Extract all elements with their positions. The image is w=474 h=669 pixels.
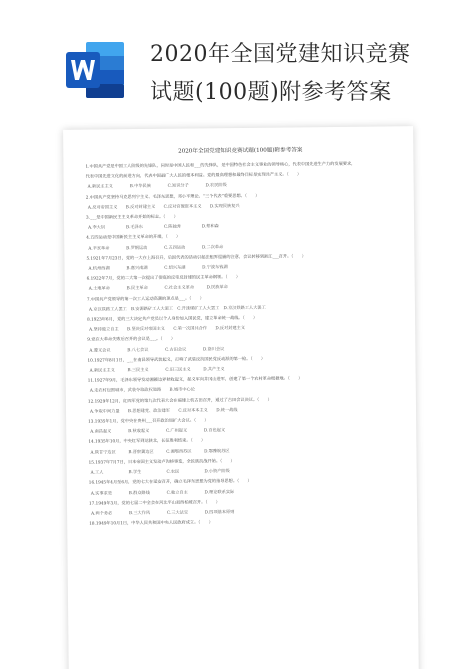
document-line: 11.1927年9月，毛泽东领导发动湘赣边界秋收起义，起义军向井冈山进军，创建了第一个农村革命根据地。（ ）: [87, 375, 303, 383]
header: [0, 0, 474, 128]
document-line: 12.1929年12月，红四军党的第九次代表大会在福建上杭古田召开，通过了古田会议决议。（ ）: [87, 396, 272, 404]
word-icon: [64, 40, 126, 100]
document-line: A.争取中间力量 B.思想建党、政治建军 C.反对本本主义 D.统一战线: [89, 406, 238, 414]
document-line: 4.五四运动是中国新民主主义革命的开端，（ ）: [86, 234, 181, 241]
document-line: 2.中国共产党坚持马克思列宁主义、毛泽东思想，邓小平理论、“三个代表”重要思想。（ ）: [85, 192, 260, 200]
document-line: 10.1927年8月1日，___在南昌领导武装起义，打响了武装反抗国民党反动派的第一枪。（ ）: [87, 355, 266, 363]
document-line: 1.中国共产党是中国工人阶级的先锋队，同时是中国人民和___的先锋队，是中国特色社会主义事业的领导核心，代表中国先进生产力的发展要求，: [85, 160, 356, 169]
document-line: 13.1935年1月，党中央在贵州___召开政治局扩大会议。（ ）: [88, 417, 209, 424]
document-line: 7.中国共产党领导的第一次工人运动高潮的顶点是___。（ ）: [86, 295, 204, 302]
document-lines: [85, 158, 399, 529]
document-line: A.辛亥革命 B.罗钢运动 C.五四运动 D.二次革命: [88, 243, 224, 251]
document-line: A.工人 B.学生 C.农民 D.小资产阶级: [90, 468, 230, 475]
document-line: 8.1923年6月，党的三大决定共产党员以个人身份加入国民党，建立革命统一战线。（ ）: [87, 314, 258, 322]
document-line: 代表中国先进文化的前进方向，代表中国最广大人民的根本利益。党的最高理想和最终目标是实现共产主义。（ ）: [85, 171, 302, 179]
title-line-1: 2020年全国党建知识竞赛: [150, 42, 411, 67]
title-line-2: 试题(100题)附参考答案: [150, 80, 392, 105]
document-line: 6.1922年7月，党的二大第一次提出了彻底的反帝反封建的民主革命纲领。（ ）: [86, 274, 241, 281]
document-line: A.李大钊 B.毛泽东 C.陈独秀 D.蔡和森: [88, 223, 219, 230]
document-page: [63, 126, 419, 669]
document-line: A.新民主主义 B.三民主义 C.旧三民主义 D.共产主义: [89, 366, 225, 373]
document-body: [85, 144, 401, 669]
document-line: A.遵义会议 B.八七会议 C.古田会议 D.洛川会议: [89, 345, 225, 353]
document-line: A.陕甘宁边区 B.晋察冀边区 C.湘鄂西苏区 D.鄂豫皖苏区: [90, 447, 230, 455]
document-line: A.反对帝国主义 B.反对封建主义 C.反对官僚资本主义 D.实现民族复兴: [87, 202, 240, 210]
document-line: A.坚持独立自主 B.坚决反对帝国主义 C.第一次国共合作 D.反对封建主义: [89, 325, 246, 332]
document-line: A.京汉铁路工人罢工 B.安源路矿工人大罢工 C.开滦煤矿工人大罢工 D.京汉铁路工人大罢工: [88, 304, 266, 312]
document-line: A.南昌起义 B.秋收起义 C.广州起义 D.百色起义: [90, 427, 226, 434]
document-line: 18.1949年10月1日，中华人民共和国中央人民政府成立。（ ）: [89, 519, 213, 526]
document-line: 5.1921年7月23日，党的一大在上海召开，后因代表的活动引起法租界巡捕的注意，会议转移到浙江___召开。（ ）: [86, 253, 306, 261]
document-line: A.走农村包围城市，武装夺取政权道路 B.城市中心论: [89, 386, 195, 394]
document-line: 17.1949年3月，党的七届二中全会在河北平山县西柏坡召开。（ ）: [88, 498, 220, 506]
document-line: A.新民主主义 B.中华民族 C.知识分子 D.农民阶级: [87, 182, 227, 189]
document-line: 14.1935年10月，中央红军到达陕北，长征胜利结束。（ ）: [88, 437, 206, 445]
document-line: 15.1937年7月7日，日本帝国主义发动卢沟桥事变，全民族抗战开始。（ ）: [88, 457, 235, 465]
document-line: A.两个务必 B.三大作风 C.三大法宝 D.四项基本原则: [91, 508, 235, 516]
document-line: A.杭州西湖 B.嘉兴南湖 C.绍兴东湖 D.宁波东钱湖: [88, 264, 228, 271]
document-line: A.土地革命 B.民主革命 C.社会主义革命 D.民族革命: [88, 284, 228, 292]
page-title: [150, 36, 470, 112]
document-title: 2020年全国党建知识竞赛试题(100题)附参考答案: [178, 147, 303, 155]
document-line: A.实事求是 B.群众路线 C.独立自主 D.理论联系实际: [90, 488, 235, 496]
document-line: 16.1945年4月至6月，党的七大在延安召开，确立毛泽东思想为党的指导思想。（ ）: [88, 478, 252, 485]
document-line: 3.___是中国新民主主义革命开始的标志。（ ）: [85, 213, 178, 220]
document-line: 9.党在大革命失败后召开的会议是___。（ ）: [87, 336, 176, 343]
